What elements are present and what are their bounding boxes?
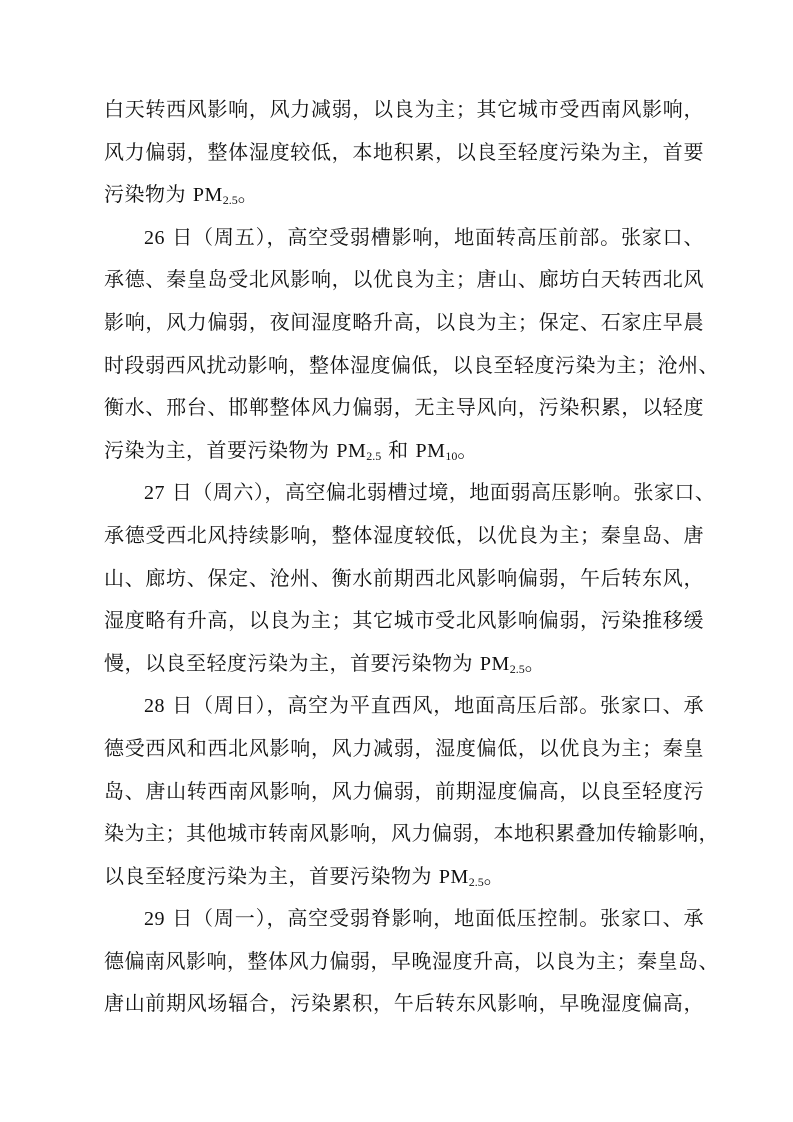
- text-line: 唐山前期风场辐合，污染累积，午后转东风影响，早晚湿度偏高，: [104, 991, 704, 1016]
- text-line: 承德受西北风持续影响，整体湿度较低，以优良为主；秦皇岛、唐: [104, 522, 704, 547]
- document-body: [104, 88, 719, 1025]
- paragraph-first-line-26: 26 日（周五），高空受弱槽影响，地面转高压前部。张家口、: [144, 224, 704, 249]
- text-line: 污染为主，首要污染物为 $PM_{2.5}$ 和 $PM_{10}$。: [104, 437, 478, 463]
- text-line: 德受西风和西北风影响，风力减弱，湿度偏低，以优良为主；秦皇: [104, 735, 704, 760]
- paragraph-first-line-27: 27 日（周六），高空偏北弱槽过境，地面弱高压影响。张家口、: [144, 480, 716, 505]
- text-line: 污染物为 $PM_{2.5}$。: [104, 182, 259, 208]
- text-line: 时段弱西风扰动影响，整体湿度偏低，以良至轻度污染为主；沧州、: [104, 352, 719, 377]
- text-line: 风力偏弱，整体湿度较低，本地积累，以良至轻度污染为主，首要: [104, 139, 704, 164]
- text-line: 影响，风力偏弱，夜间湿度略升高，以良为主；保定、石家庄早晨: [104, 309, 704, 334]
- text-line: 德偏南风影响，整体风力偏弱，早晚湿度升高，以良为主；秦皇岛、: [104, 948, 719, 973]
- text-line: 岛、唐山转西南风影响，风力偏弱，前期湿度偏高，以良至轻度污: [104, 778, 704, 803]
- text-line: 湿度略有升高，以良为主；其它城市受北风影响偏弱，污染推移缓: [104, 608, 704, 633]
- text-line: 白天转西风影响，风力减弱，以良为主；其它城市受西南风影响，: [104, 97, 704, 121]
- text-line: 山、廊坊、保定、沧州、衡水前期西北风影响偏弱，午后转东风，: [104, 565, 704, 590]
- paragraph-first-line-29: 29 日（周一），高空受弱脊影响，地面低压控制。张家口、承: [144, 906, 704, 931]
- text-line: 染为主；其他城市转南风影响，风力偏弱，本地积累叠加传输影响，: [104, 821, 719, 846]
- paragraph-first-line-28: 28 日（周日），高空为平直西风，地面高压后部。张家口、承: [144, 693, 704, 718]
- text-line: 慢，以良至轻度污染为主，首要污染物为 $PM_{2.5}$。: [104, 650, 546, 676]
- text-line: 以良至轻度污染为主，首要污染物为 $PM_{2.5}$。: [104, 863, 505, 889]
- text-line: 衡水、邢台、邯郸整体风力偏弱，无主导风向，污染积累，以轻度: [104, 395, 704, 420]
- text-line: 承德、秦皇岛受北风影响，以优良为主；唐山、廊坊白天转西北风: [104, 267, 704, 292]
